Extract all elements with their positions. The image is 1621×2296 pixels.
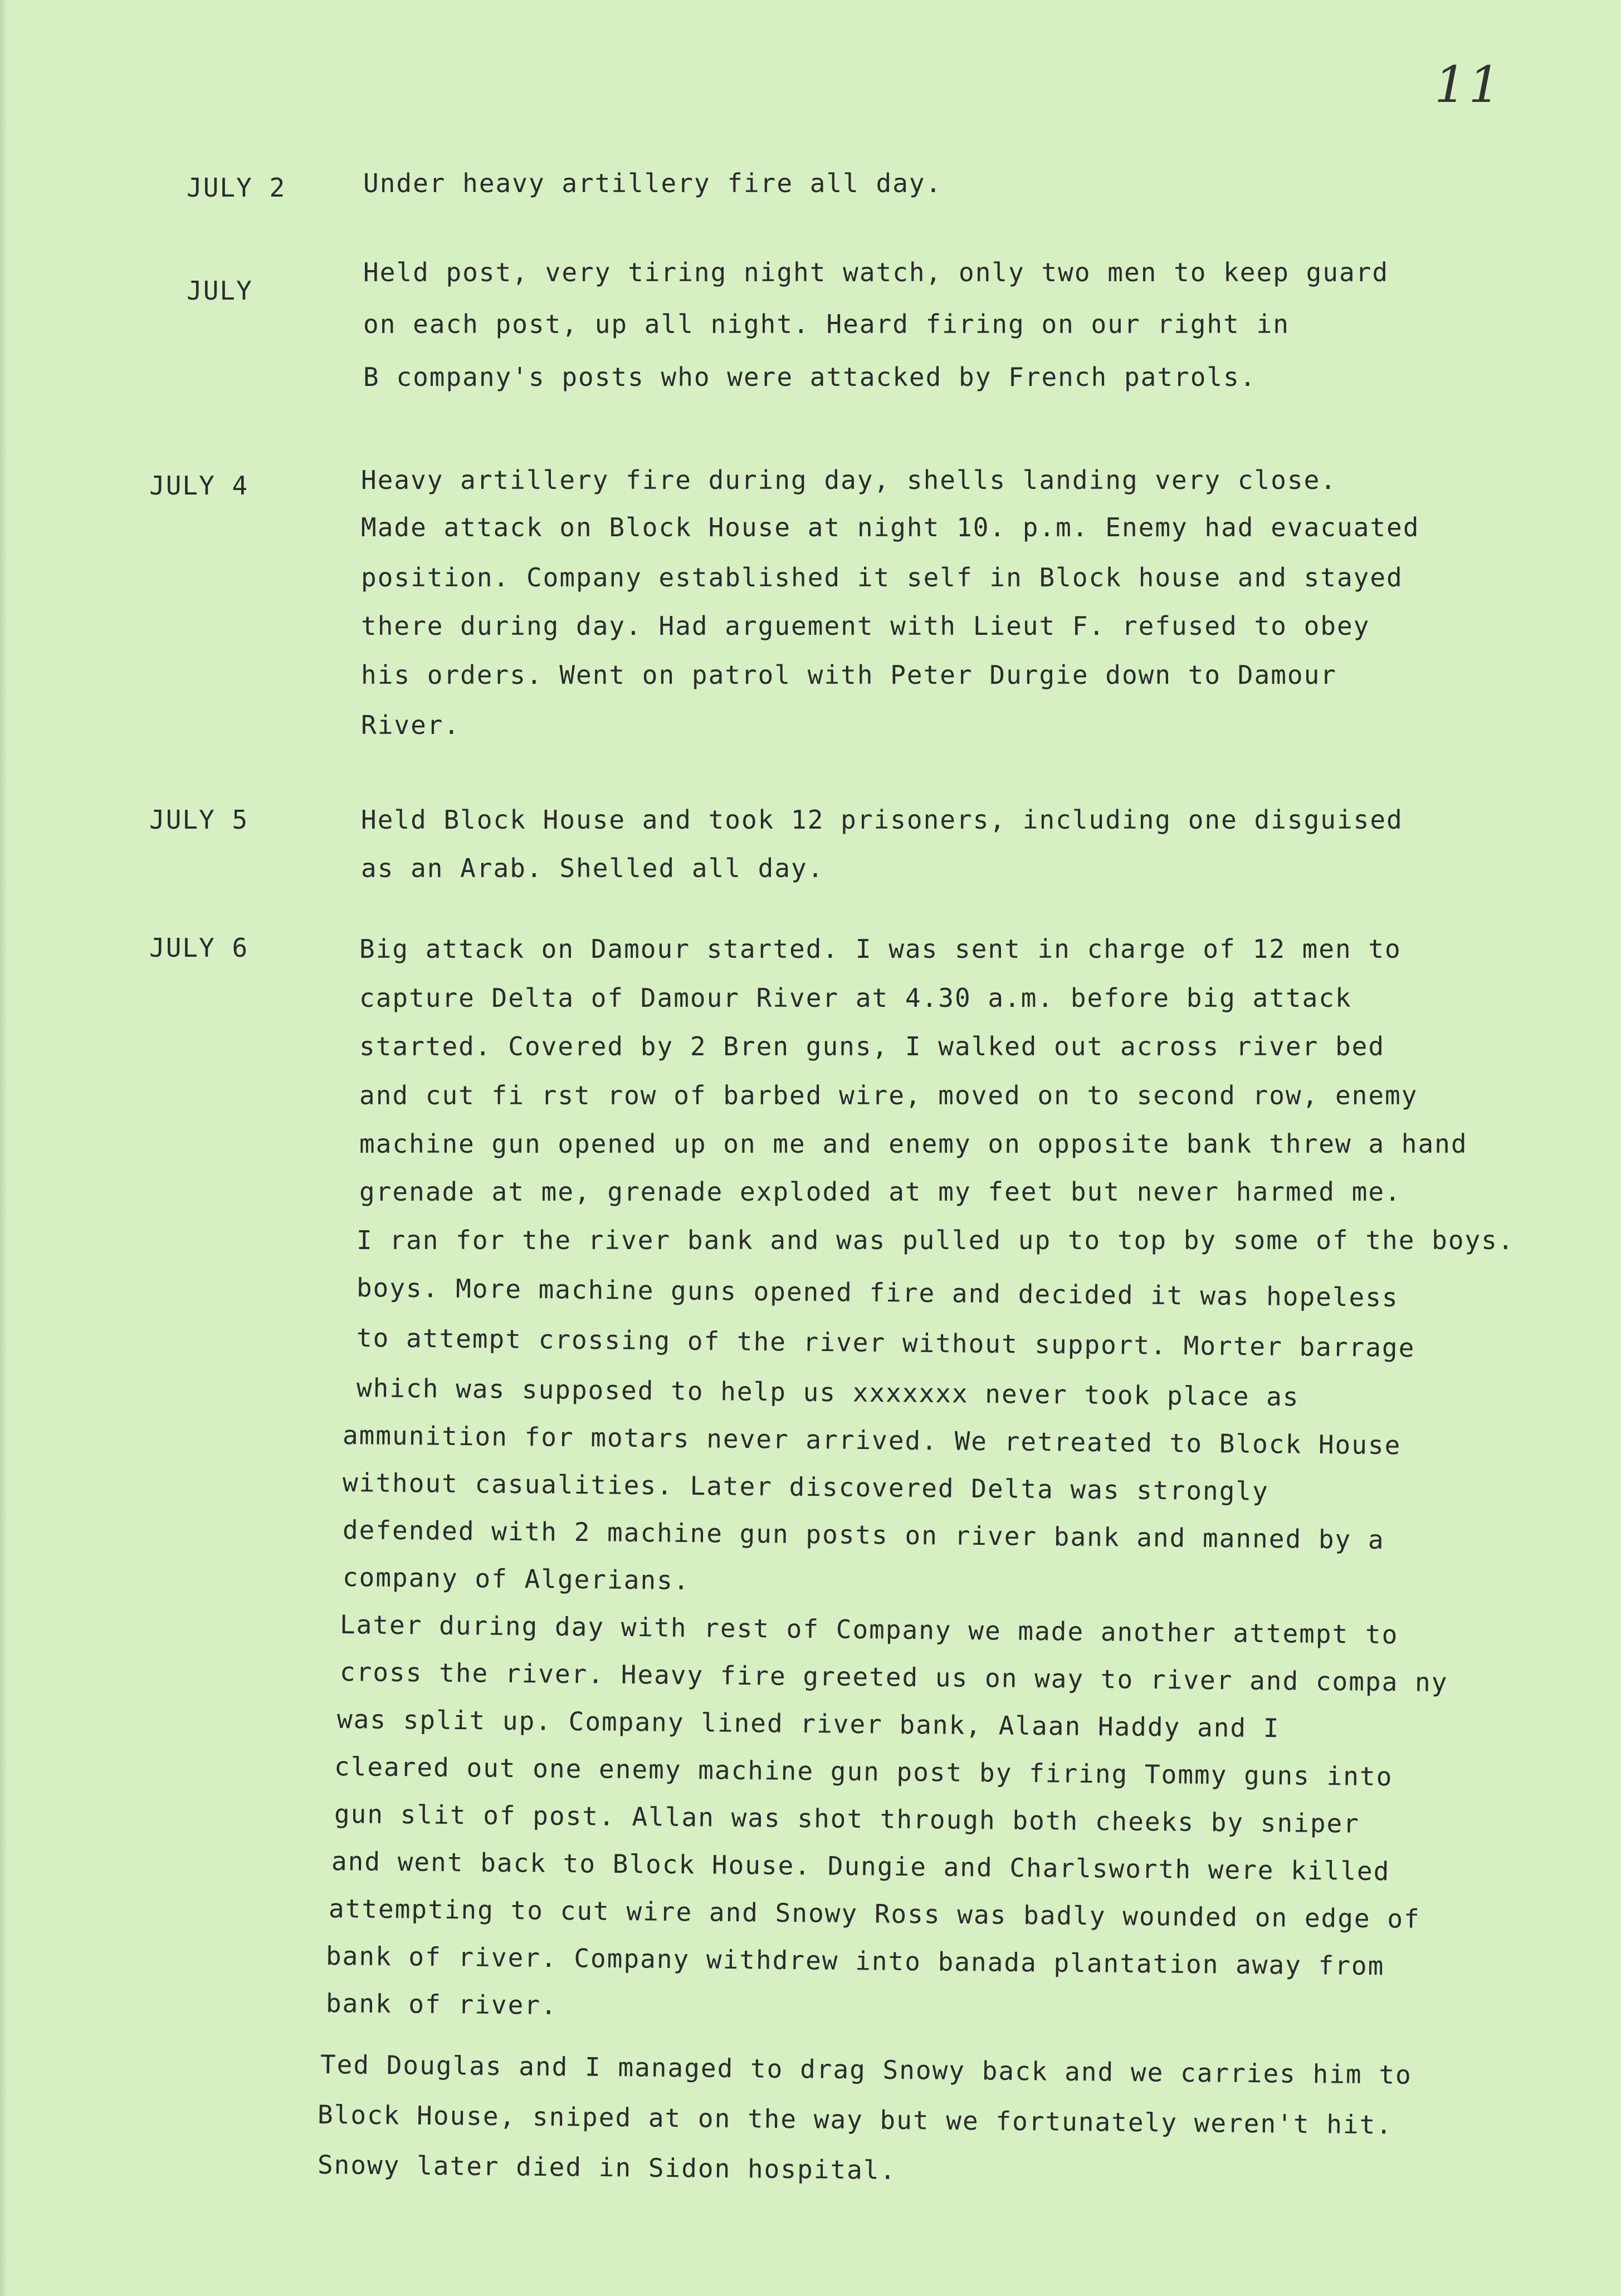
entry-line: as an Arab. Shelled all day. xyxy=(361,853,824,883)
entry-line: cleared out one enemy machine gun post by firing Tommy guns into xyxy=(334,1751,1393,1792)
entry-line: Later during day with rest of Company we made another attempt to xyxy=(339,1609,1399,1650)
entry-line: on each post, up all night. Heard firing on our right in xyxy=(363,309,1290,339)
entry-line: company of Algerians. xyxy=(342,1562,690,1595)
entry-line: grenade at me, grenade exploded at my feet but never harmed me. xyxy=(359,1177,1402,1207)
entry-line: position. Company established it self in Block house and stayed xyxy=(361,562,1403,593)
entry-line: Held Block House and took 12 prisoners, including one disguised xyxy=(361,805,1403,835)
entry-date: JULY 2 xyxy=(187,173,286,203)
entry-line: and went back to Block House. Dungie and Charlsworth were killed xyxy=(331,1846,1390,1887)
entry-line: ammunition for motars never arrived. We retreated to Block House xyxy=(342,1420,1402,1461)
entry-line: cross the river. Heavy fire greeted us on way to river and compa ny xyxy=(339,1657,1448,1698)
entry-line: machine gun opened up on me and enemy on opposite bank threw a hand xyxy=(359,1129,1468,1159)
entry-line: Under heavy artillery fire all day. xyxy=(363,168,943,198)
entry-line: Heavy artillery fire during day, shells landing very close. xyxy=(361,465,1337,495)
entry-line: Made attack on Block House at night 10. p.m. Enemy had evacuated xyxy=(361,512,1420,542)
entry-line: attempting to cut wire and Snowy Ross was badly wounded on edge of xyxy=(328,1893,1420,1934)
entry-line: Block House, sniped at on the way but we fortunately weren't hit. xyxy=(317,2099,1393,2140)
entry-line: to attempt crossing of the river without support. Morter barrage xyxy=(356,1323,1415,1363)
entry-line: there during day. Had arguement with Lieut F. refused to obey xyxy=(361,611,1370,641)
entry-line: and cut fi rst row of barbed wire, moved on to second row, enemy xyxy=(359,1080,1418,1110)
entry-line: started. Covered by 2 Bren guns, I walked out across river bed xyxy=(359,1031,1385,1061)
entry-line: bank of river. xyxy=(325,1988,558,2020)
entry-line: capture Delta of Damour River at 4.30 a.m. before big attack xyxy=(359,983,1352,1013)
entry-line: his orders. Went on patrol with Peter Durgie down to Damour xyxy=(361,660,1337,690)
entry-line: B company's posts who were attacked by French patrols. xyxy=(363,362,1257,392)
entry-line: gun slit of post. Allan was shot through both cheeks by sniper xyxy=(334,1799,1360,1839)
entry-line: without casualities. Later discovered Delta was strongly xyxy=(342,1467,1270,1506)
page-number: 11 xyxy=(1434,56,1503,114)
entry-line: I ran for the river bank and was pulled up to top by some of the boys. xyxy=(357,1225,1515,1255)
entry-date: JULY 5 xyxy=(149,805,249,835)
entry-line: River. xyxy=(361,710,461,740)
entry-date: JULY xyxy=(187,276,253,306)
entry-date: JULY 6 xyxy=(149,933,249,963)
entry-line: was split up. Company lined river bank, Alaan Haddy and I xyxy=(336,1704,1280,1744)
entry-date: JULY 4 xyxy=(149,471,249,501)
entry-line: Big attack on Damour started. I was sent in charge of 12 men to xyxy=(359,934,1402,964)
page-left-edge xyxy=(0,0,8,2296)
entry-line: bank of river. Company withdrew into banada plantation away from xyxy=(325,1941,1385,1981)
entry-line: Ted Douglas and I managed to drag Snowy back and we carries him to xyxy=(320,2049,1412,2090)
entry-line: boys. More machine guns opened fire and decided it was hopeless xyxy=(356,1272,1399,1313)
entry-line: defended with 2 machine gun posts on river bank and manned by a xyxy=(342,1515,1385,1555)
entry-line: Held post, very tiring night watch, only two men to keep guard xyxy=(363,257,1389,287)
entry-line: which was supposed to help us xxxxxxx never took place as xyxy=(356,1373,1300,1412)
entry-line: Snowy later died in Sidon hospital. xyxy=(317,2150,897,2185)
